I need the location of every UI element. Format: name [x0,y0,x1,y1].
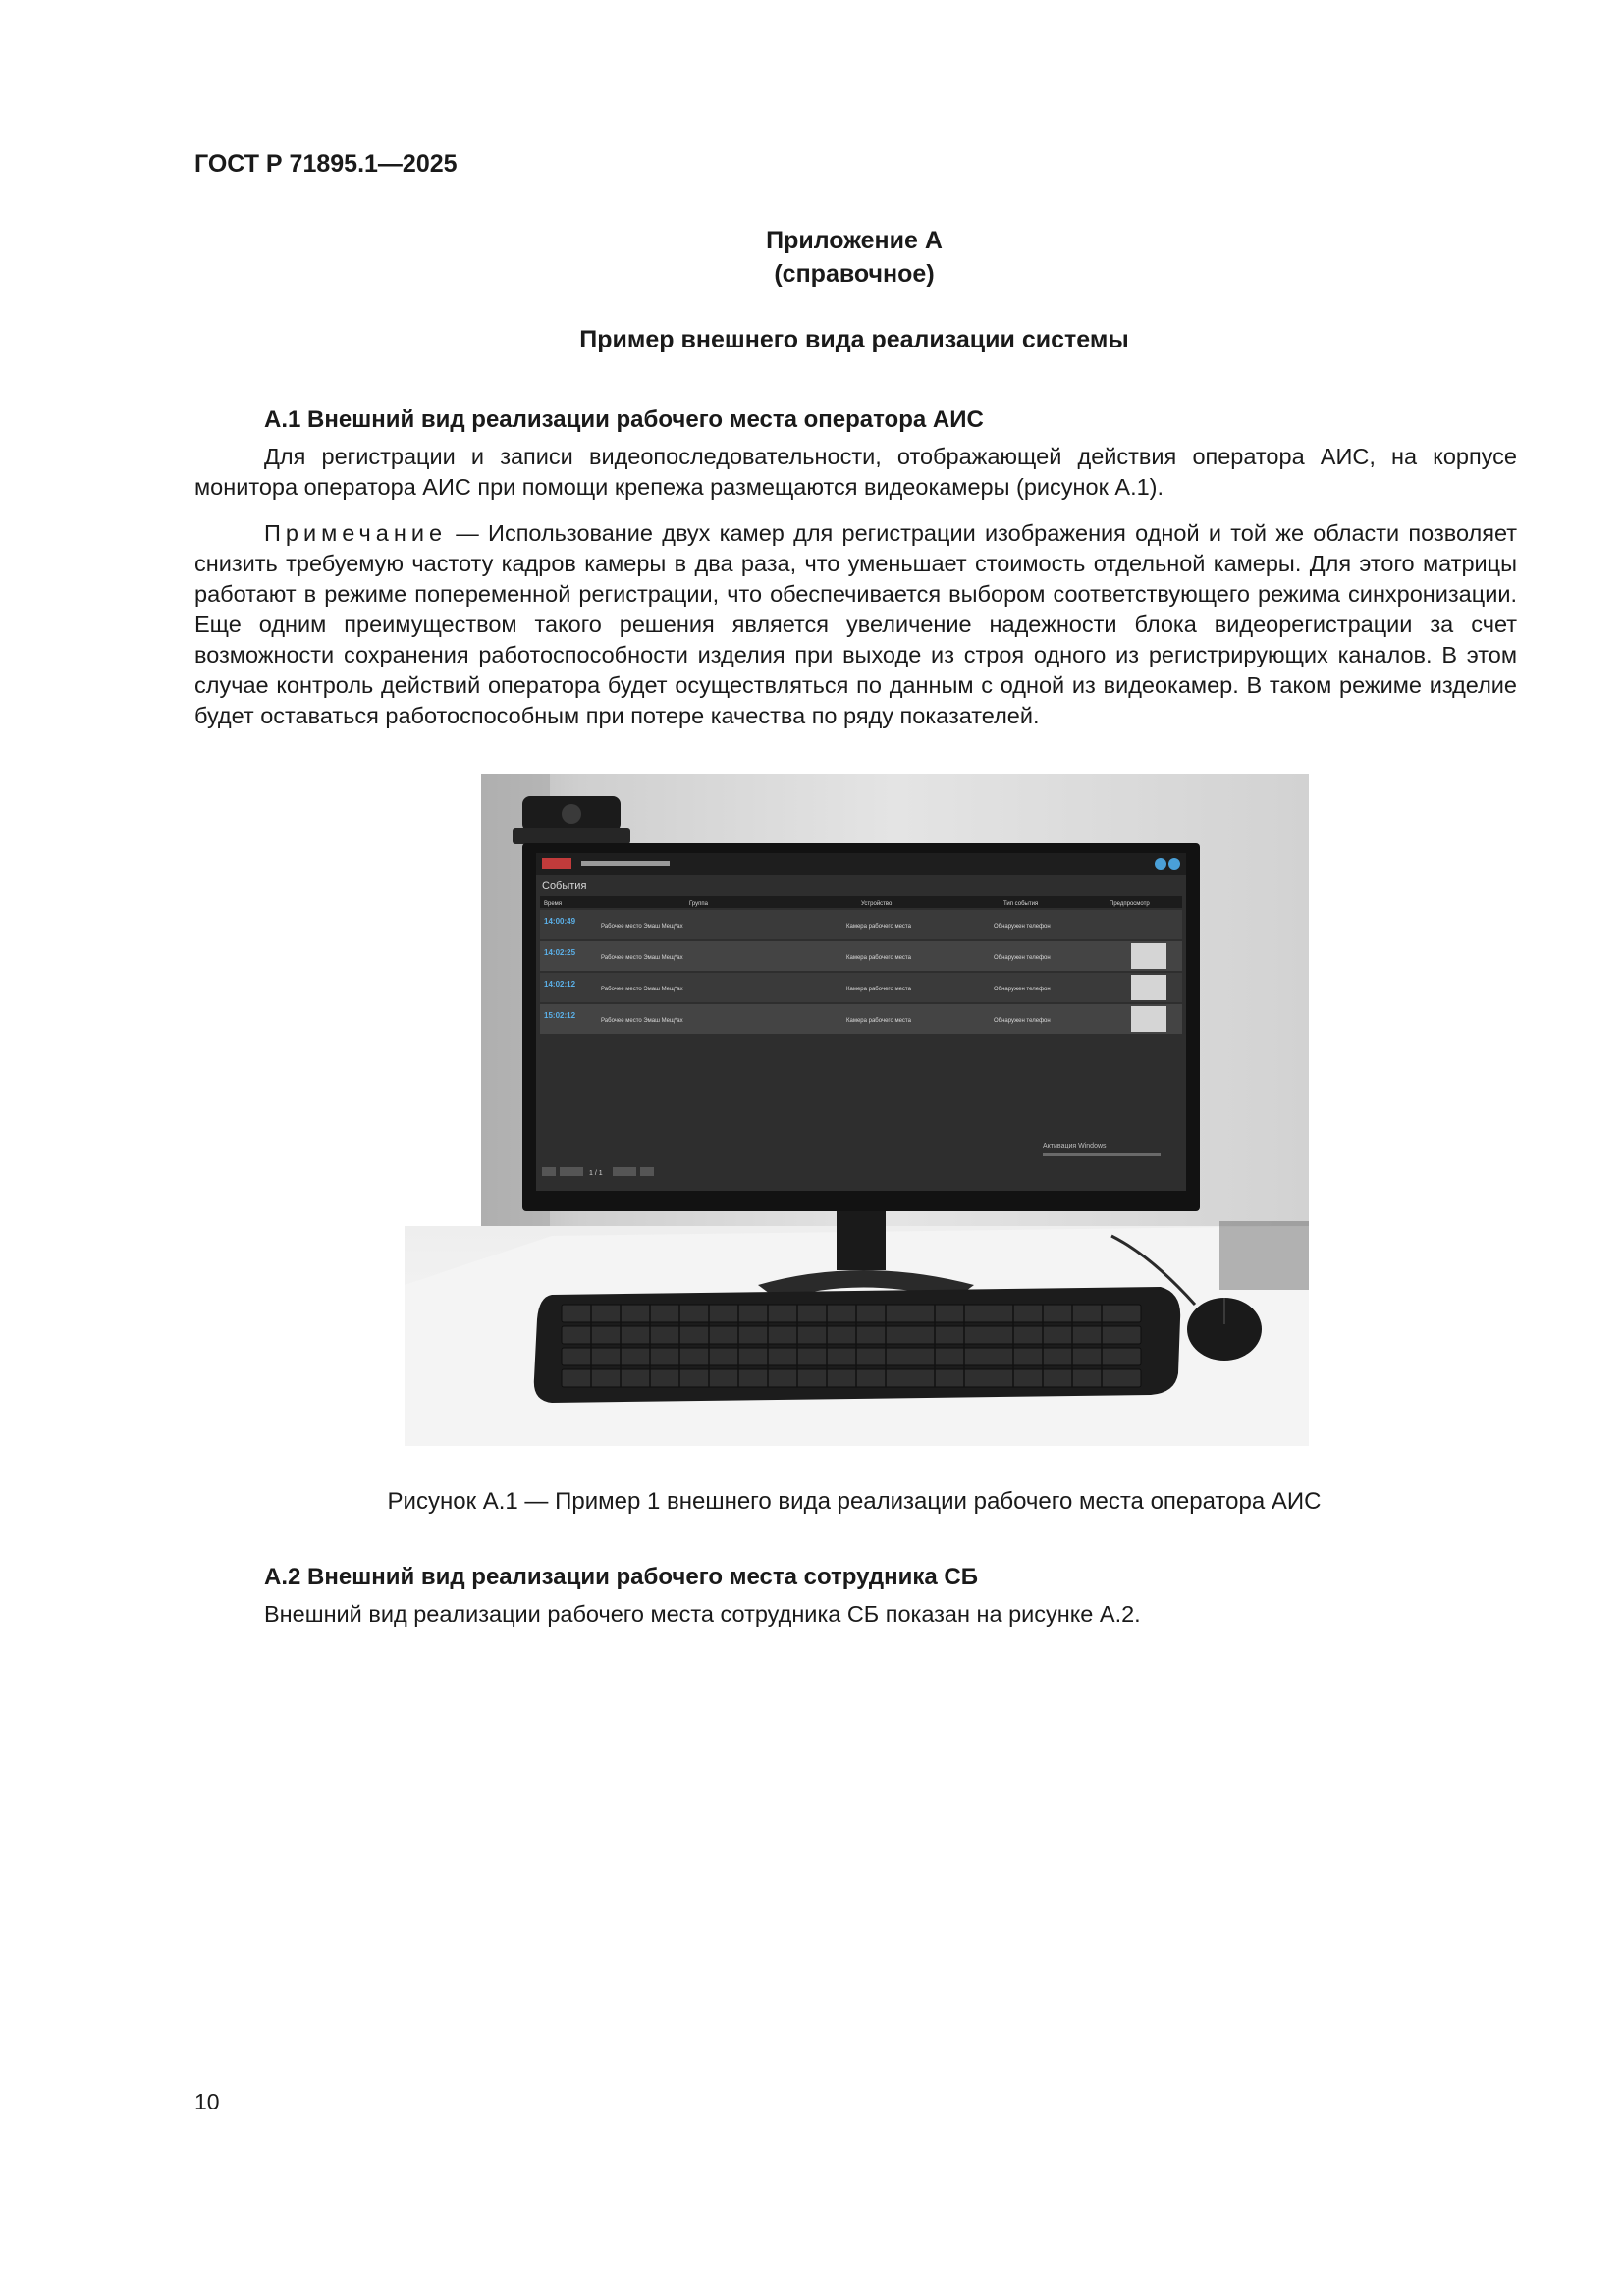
screen-row [540,941,1182,971]
standard-id: ГОСТ Р 71895.1—2025 [194,150,458,178]
screen-row [540,973,1182,1002]
screen-row-device: Камера рабочего места [846,924,911,930]
section-a1-title: А.1 Внешний вид реализации рабочего места оператора АИС [264,406,984,433]
section-a2-title: А.2 Внешний вид реализации рабочего места сотрудника СБ [264,1564,978,1590]
screen-col-time: Время [544,901,563,907]
section-a1-note [194,518,1517,731]
screen-row-device: Камера рабочего места [846,987,911,992]
screen-row-event: Обнаружен телефон [994,1018,1051,1024]
screen-watermark: Активация Windows [1043,1143,1107,1149]
screen-row-device: Камера рабочего места [846,1018,911,1024]
screen-row-group: Рабочее место Эмаш Мещ*ах [601,924,683,930]
screen-row [540,910,1182,939]
screen-pager: 1 / 1 [589,1170,603,1177]
screen-col-device: Устройство [861,901,893,907]
figure-a1-photo [405,774,1309,1446]
screen-row [540,1004,1182,1034]
monitor-stand [837,1211,886,1270]
screen-row-device: Камера рабочего места [846,955,911,961]
screen-preview-thumb [1131,975,1166,1000]
screen-row-time: 15:02:12 [544,1011,576,1020]
section-a1-paragraph: Для регистрации и записи видеопоследовательности, отображающей действия оператора АИС, на корпусе монитора оператора АИС при помощи крепежа размещаются видеокамеры (рисунок А.1). [194,444,1517,500]
screen-col-group: Группа [689,901,709,907]
annex-heading: Пример внешнего вида реализации системы [579,326,1129,353]
annex-type: (справочное) [774,260,935,288]
note-label: Примечание [264,520,448,546]
screen-row-event: Обнаружен телефон [994,987,1051,992]
screen-row-time: 14:02:12 [544,980,576,988]
note-text: — Использование двух камер для регистрации изображения одной и той же области позволяет снизить требуемую частоту кадров камеры в два раза, что уменьшает стоимость отдельной камеры. Для этого матрицы работают в режиме попеременной регистрации, что обеспечивается выбором соответствующего режима синхронизации. Еще одним преимуществом такого решения является увеличение надежности блока видеорегистрации за счет возможности сохранения работоспособности изделия при выходе из строя одного из регистрирующих каналов. В этом случае контроль действий оператора будет осуществляться по данным с одной из видеокамер. В таком режиме изделие будет оставаться работоспособным при потере качества по ряду показателей. [194,520,1517,728]
screen-preview-thumb [1131,1006,1166,1032]
screen-preview-thumb [1131,943,1166,969]
screen-row-event: Обнаружен телефон [994,955,1051,961]
screen-row-group: Рабочее место Эмаш Мещ*ах [601,987,683,992]
screen-panel-title: События [542,881,587,892]
page-number: 10 [194,2089,220,2114]
screen-row-group: Рабочее место Эмаш Мещ*ах [601,1018,683,1024]
screen-row-time: 14:00:49 [544,917,576,926]
section-a2-paragraph: Внешний вид реализации рабочего места сотрудника СБ показан на рисунке А.2. [264,1601,1141,1627]
screen-row-event: Обнаружен телефон [994,924,1051,930]
screen-row-time: 14:02:25 [544,948,576,957]
screen-row-group: Рабочее место Эмаш Мещ*ах [601,955,683,961]
screen-col-event: Тип события [1003,901,1039,907]
screen-col-preview: Предпросмотр [1110,901,1150,907]
figure-a1-caption: Рисунок А.1 — Пример 1 внешнего вида реализации рабочего места оператора АИС [387,1488,1322,1515]
annex-title: Приложение А [766,227,943,254]
